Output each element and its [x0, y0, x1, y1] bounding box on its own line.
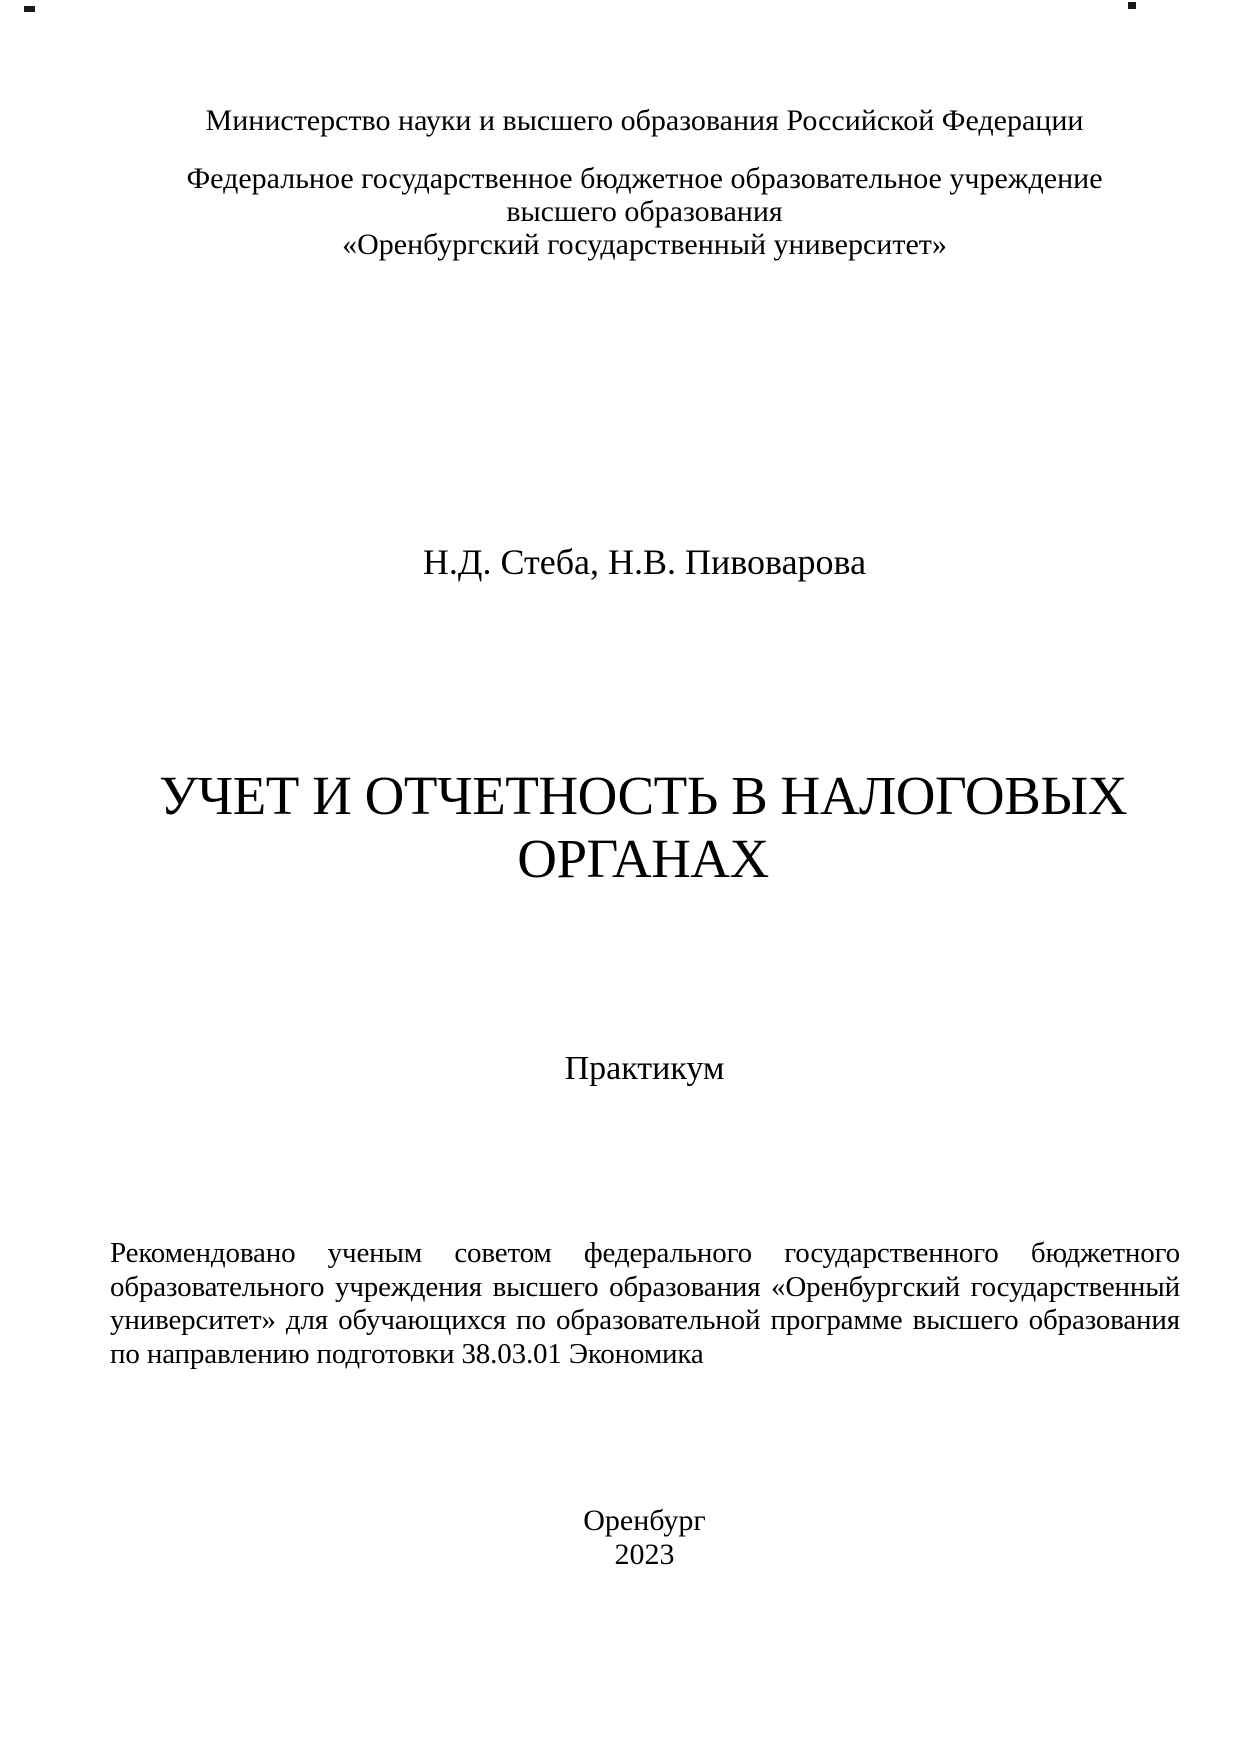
recommendation-paragraph: Рекомендовано ученым советом федерального государственного бюджетного образовательного учреждения высшего образования «Оренбургский государственный университет» для обучающихся по образовательной программе высшего образования по направлению подготовки 38.03.01 Экономика: [110, 1237, 1180, 1370]
page-title-line2: ОРГАНАХ: [517, 828, 769, 889]
ministry-name: Министерство науки и высшего образования Российской Федерации: [205, 104, 1084, 137]
imprint-city: Оренбург: [583, 1504, 706, 1537]
institution-name-line3: «Оренбургский государственный университет»: [342, 228, 947, 261]
scan-artifact: [24, 6, 35, 12]
page-header: [112, 104, 1177, 261]
imprint: [112, 1504, 1177, 1572]
imprint-year: 2023: [614, 1538, 675, 1571]
page-title-line1: УЧЕТ И ОТЧЕТНОСТЬ В НАЛОГОВЫХ: [159, 765, 1127, 826]
document-subtitle: Практикум: [564, 1050, 725, 1087]
authors: Н.Д. Стеба, Н.В. Пивоварова: [422, 542, 867, 582]
institution-name-line1: Федеральное государственное бюджетное образовательное учреждение: [186, 162, 1103, 195]
scan-artifact: [1128, 2, 1136, 9]
page-title: [90, 764, 1196, 890]
institution-name-line2: высшего образования: [506, 195, 783, 228]
